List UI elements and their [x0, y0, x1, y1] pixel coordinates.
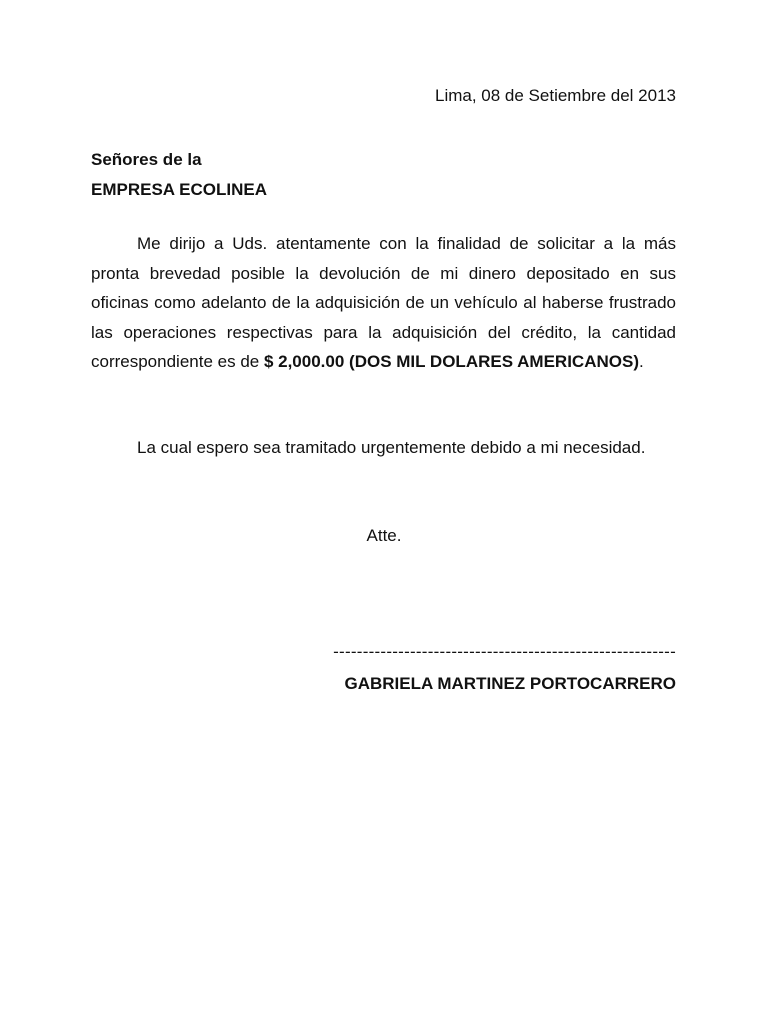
body-paragraph-2: La cual espero sea tramitado urgentemente debido a mi necesidad. [137, 438, 646, 457]
recipient-company: EMPRESA ECOLINEA [91, 180, 268, 199]
requested-amount: $ 2,000.00 (DOS MIL DOLARES AMERICANOS) [263, 352, 639, 371]
recipient-block [91, 145, 267, 205]
letter-date: Lima, 08 de Setiembre del 2013 [435, 86, 676, 105]
paragraph-1-end: . [638, 352, 644, 371]
closing: Atte. [366, 526, 402, 545]
paragraph-1-text: Me dirijo a Uds. atentamente con la finalidad de solicitar a la más pronta brevedad posible la devolución de mi dinero depositado en sus oficinas como adelanto de la adquisición de un vehículo al haberse frustrado las operaciones respectivas para la adquisición del crédito, la cantidad correspondiente es de [91, 234, 676, 371]
signature-line: ---------------------------------------------------------- [333, 642, 676, 661]
signatory-name: GABRIELA MARTINEZ PORTOCARRERO [344, 674, 676, 693]
body-paragraph-1 [91, 229, 676, 377]
recipient-line-1: Señores de la [91, 150, 202, 169]
